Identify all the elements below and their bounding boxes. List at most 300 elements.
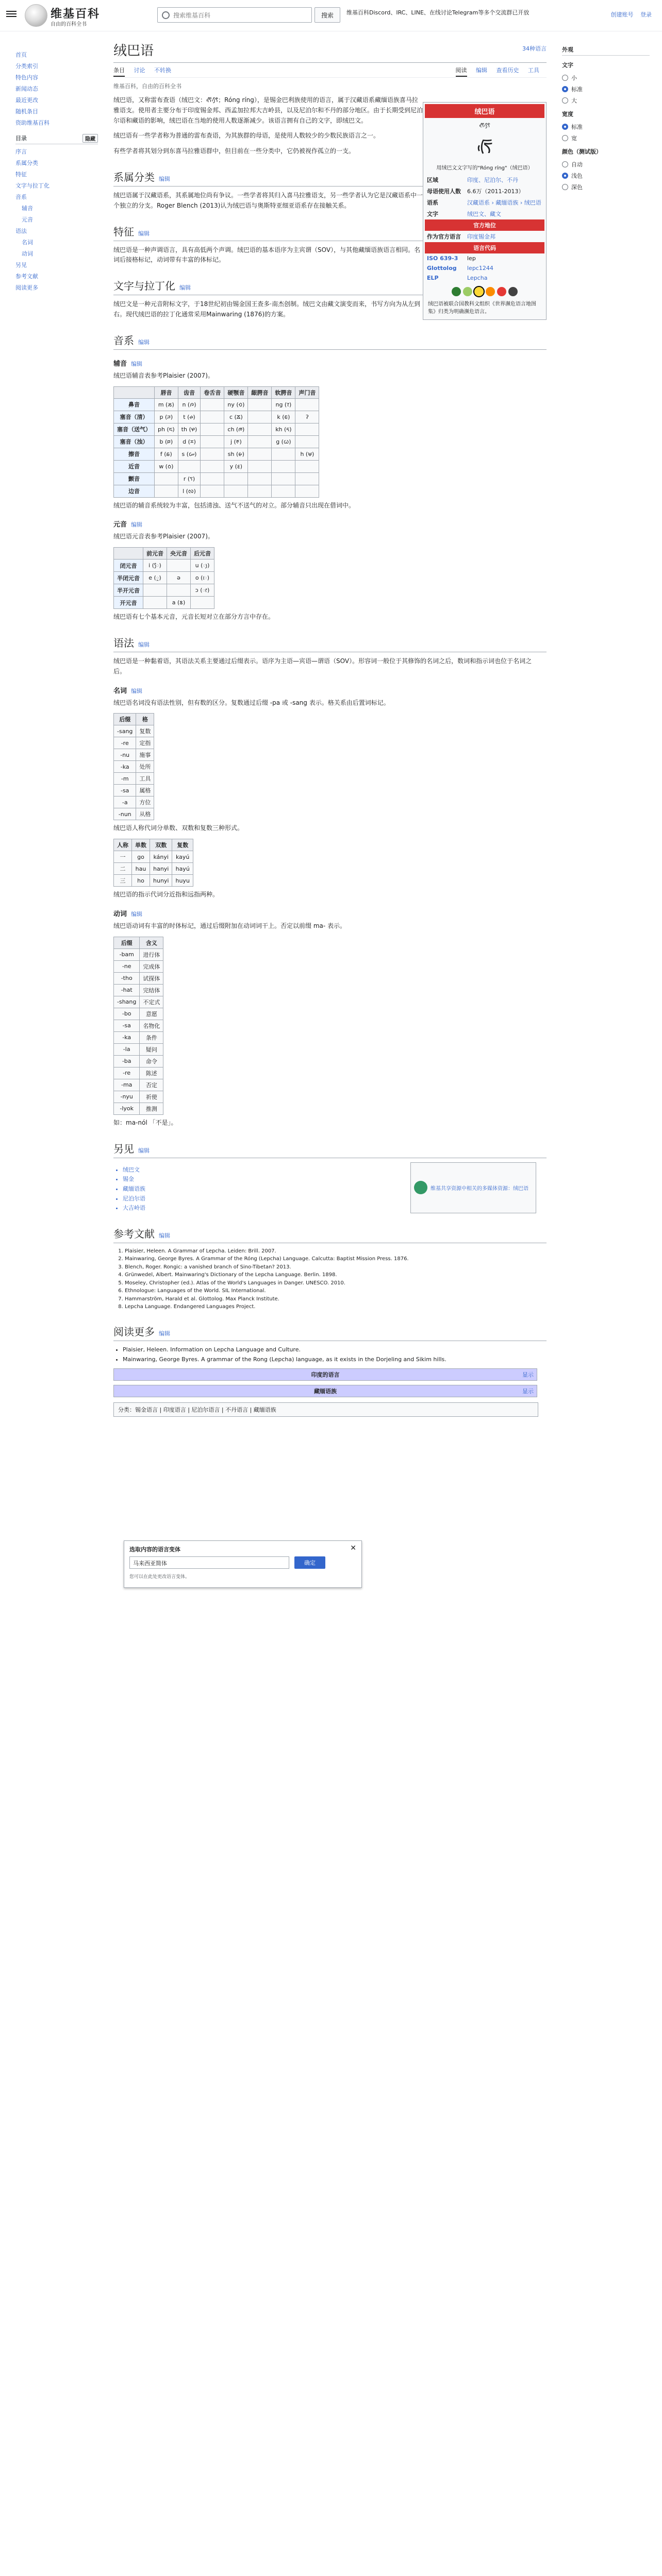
table-cell: -shang (114, 996, 140, 1008)
table-cell (248, 423, 272, 435)
text-size-standard[interactable]: 标准 (562, 85, 650, 93)
intro-paragraph: 绒巴语，又称雷布查语（绒巴文：ᰛᰩᰵᰛᰧᰵᰶ；Róng ríng），是锡金巴利族使用的语言，属于汉藏语系藏缅语族喜马拉雅语支。使用者主要分布于印度锡金邦、西孟加拉邦大吉岭县，以及尼泊尔和不丹的部分地区。由于长期受到尼泊尔语和藏语的影响，绒巴语在当地的使用人数逐渐减少。该语言拥有自己的文字，即绒巴文。 (113, 96, 423, 124)
toc-item[interactable]: 参考文献 (15, 273, 38, 280)
table-cell: 意愿 (140, 1008, 163, 1020)
table-cell: -a (114, 796, 136, 808)
infobox-title: 绒巴语 (425, 104, 544, 118)
section-classification: 系属分类 编辑 (113, 169, 423, 187)
toc-item[interactable]: 序言 (15, 148, 27, 155)
table-cell: -bo (114, 1008, 140, 1020)
table-cell (201, 472, 224, 485)
table-cell: 完成体 (140, 960, 163, 972)
table-cell (248, 460, 272, 472)
edit-link[interactable]: 编辑 (138, 641, 150, 648)
table-cell: 工具 (136, 773, 154, 785)
status-dot-critically-endangered (497, 287, 506, 296)
toc-item[interactable]: 音系 (15, 194, 27, 200)
toc-item[interactable]: 动词 (22, 250, 33, 257)
table-cell: -hat (114, 984, 140, 996)
toc-hide-button[interactable]: 隐藏 (82, 134, 98, 143)
table-cell (201, 435, 224, 448)
main-menu-button[interactable] (6, 9, 16, 20)
case-suffix-table (113, 713, 154, 820)
consonant-note: 绒巴语的辅音系统较为丰富，包括清浊、送气不送气的对立。部分辅音只出现在借词中。 (113, 501, 355, 509)
table-row (114, 1067, 163, 1079)
table-cell: -tho (114, 972, 140, 984)
column-header: 声门音 (295, 386, 319, 398)
script-sample-image[interactable]: ᰛᰩᰵ (476, 137, 493, 158)
table-cell (272, 485, 295, 497)
table-cell: ny (ᰆ) (224, 398, 248, 411)
reference-item: 2. Mainwaring, George Byres. A Grammar of the Róng (Lepcha) Language. Calcutta: Baptist Mission Press. 1876. (125, 1255, 537, 1263)
reference-item: 8. Lepcha Language. Endangered Languages Project. (125, 1303, 537, 1311)
color-light[interactable]: 浅色 (562, 172, 650, 180)
table-cell (272, 448, 295, 460)
table-cell: kh (ᰁ) (272, 423, 295, 435)
table-cell (143, 584, 167, 597)
further-reading-item: • Mainwaring, George Byres. A grammar of the Rong (Lepcha) language, as it exists in the Dorjeling and Sikim hills. (123, 1355, 547, 1365)
table-cell: -lyok (114, 1103, 140, 1114)
toc-item[interactable]: 名词 (22, 239, 33, 246)
table-cell: hunyi (150, 875, 172, 887)
table-row (114, 773, 154, 785)
table-cell (201, 448, 224, 460)
table-cell: d (ᰌ) (178, 435, 201, 448)
consonants-caption: 绒巴语辅音表参考Plaisier (2007)。 (113, 371, 214, 379)
status-dot-safe (452, 287, 461, 296)
section-see-also: 另见 编辑 (113, 1141, 547, 1158)
table-row (114, 1091, 163, 1103)
table-row (114, 761, 154, 773)
table-cell: -re (114, 1067, 140, 1079)
nav-category[interactable]: 分类索引 (15, 63, 38, 70)
table-cell: -m (114, 773, 136, 785)
toc-item[interactable]: 阅读更多 (15, 284, 38, 291)
commons-link[interactable]: 维基共享资源中相关的多媒体资源：绒巴语 (431, 1185, 528, 1192)
intro-paragraph-3: 有些学者将其划分到东喜马拉雅语群中，但目前在一些分类中，它仍被视作孤立的一支。 (113, 147, 355, 155)
table-cell: y (ᰚ) (224, 460, 248, 472)
nav-home[interactable]: 首页 (15, 52, 27, 58)
table-cell (201, 423, 224, 435)
text-size-large[interactable]: 大 (562, 96, 650, 105)
table-corner (114, 548, 143, 560)
column-header: 后缀 (114, 937, 140, 948)
verbs-text: 绒巴语动词有丰富的时体标记，通过后缀附加在动词词干上。否定以前缀 ma- 表示。 (113, 922, 346, 929)
table-cell: go (132, 851, 150, 863)
table-header-row (114, 839, 193, 851)
status-dot-vulnerable (463, 287, 472, 296)
section-phonology: 音系 编辑 (113, 332, 547, 350)
table-cell (248, 472, 272, 485)
language-button[interactable]: 34种语言 (522, 45, 547, 52)
section-references: 参考文献 编辑 (113, 1226, 547, 1243)
edit-link[interactable]: 编辑 (131, 910, 143, 918)
width-wide[interactable]: 宽 (562, 134, 650, 142)
table-cell: -sa (114, 1020, 140, 1031)
dialog-hint: 您可以在此处更改语言变体。 (129, 1574, 190, 1580)
reference-item: 7. Hammarström, Harald et al. Glottolog. Max Planck Institute. (125, 1295, 537, 1303)
edit-link[interactable]: 编辑 (131, 360, 143, 367)
column-header: 龈腭音 (248, 386, 272, 398)
table-cell (295, 398, 319, 411)
table-cell (248, 485, 272, 497)
table-cell (248, 411, 272, 423)
table-row (114, 597, 214, 609)
table-cell: ə (167, 572, 191, 584)
table-cell: huyu (172, 875, 193, 887)
endangerment-note: 绒巴语被联合国教科文组织《世界濒危语言地图集》归类为明确濒危语言。 (428, 301, 536, 315)
column-header: 复数 (172, 839, 193, 851)
table-cell: 定指 (136, 737, 154, 749)
edit-link[interactable]: 编辑 (179, 284, 191, 292)
row-header: 鼻音 (114, 398, 155, 411)
table-cell: kayú (172, 851, 193, 863)
toc-item[interactable]: 特征 (15, 171, 27, 178)
variant-dialog (124, 1540, 362, 1588)
table-cell (224, 485, 248, 497)
table-row (114, 423, 319, 435)
color-auto[interactable]: 自动 (562, 160, 650, 168)
table-cell (201, 411, 224, 423)
table-cell: 进行体 (140, 948, 163, 960)
left-sidebar (15, 47, 98, 295)
column-header: 后元音 (191, 548, 214, 560)
navbox-tibeto-burman: 藏缅语族 显示 (113, 1385, 537, 1397)
table-cell: -nyu (114, 1091, 140, 1103)
table-cell (167, 584, 191, 597)
column-header: 人称 (114, 839, 132, 851)
table-cell: 二 (114, 863, 132, 875)
row-header: 半闭元音 (114, 572, 143, 584)
edit-link[interactable]: 编辑 (159, 1330, 170, 1337)
table-cell: t (ᰊ) (178, 411, 201, 423)
table-cell: kányi (150, 851, 172, 863)
nouns-text: 绒巴语名词没有语法性别，但有数的区分。复数通过后缀 -pa 或 -sang 表示。格关系由后置词标记。 (113, 699, 390, 706)
toc-item[interactable]: 元音 (22, 216, 33, 223)
reference-item: 4. Grünwedel, Albert. Mainwaring's Dictionary of the Lepcha Language. Berlin. 1898. (125, 1271, 537, 1279)
color-dark[interactable]: 深色 (562, 183, 650, 191)
verb-note: 如：ma-nól 「不是」。 (113, 1118, 177, 1126)
table-row (114, 948, 163, 960)
table-cell (248, 398, 272, 411)
see-also-item[interactable]: • 藏缅语族 (123, 1184, 145, 1194)
table-cell: 命令 (140, 1055, 163, 1067)
wikipedia-globe-logo[interactable] (25, 4, 47, 27)
row-header: 塞音（清） (114, 411, 155, 423)
table-cell: 从格 (136, 808, 154, 820)
table-cell: hau (132, 863, 150, 875)
row-header: 塞音（送气） (114, 423, 155, 435)
top-bar (0, 0, 662, 31)
row-header: 开元音 (114, 597, 143, 609)
status-dot-severely-endangered (486, 287, 495, 296)
table-row (114, 984, 163, 996)
toc-title: 目录 隐藏 (15, 134, 98, 144)
column-header: 卷舌音 (201, 386, 224, 398)
table-cell: 名物化 (140, 1020, 163, 1031)
infobox-native-name: ᰛᰩᰵᰛᰧᰵᰶ (479, 122, 490, 129)
toc-item[interactable]: 文字与拉丁化 (15, 182, 49, 189)
table-cell (295, 485, 319, 497)
toc-item[interactable]: 另见 (15, 262, 27, 268)
table-cell: 完结体 (140, 984, 163, 996)
reference-item: 5. Moseley, Christopher (ed.). Atlas of the World's Languages in Danger. UNESCO. 2010. (125, 1279, 537, 1287)
further-reading-list (123, 1345, 547, 1364)
table-cell (295, 423, 319, 435)
tab-edit[interactable]: 编辑 (476, 67, 487, 74)
toc-item[interactable]: 辅音 (22, 205, 33, 212)
nav-donate[interactable]: 资助维基百科 (15, 120, 49, 126)
row-header: 近音 (114, 460, 155, 472)
table-header-row (114, 386, 319, 398)
table-cell: -re (114, 737, 136, 749)
table-cell: 三 (114, 875, 132, 887)
reference-list (125, 1247, 537, 1311)
table-cell (155, 472, 178, 485)
status-dot-definitely-endangered (474, 287, 484, 296)
table-cell (201, 485, 224, 497)
tab-history[interactable]: 查看历史 (496, 67, 519, 74)
table-cell (167, 560, 191, 572)
tagline: 维基百科，自由的百科全书 (113, 83, 181, 90)
table-cell (295, 460, 319, 472)
table-cell: c (ᰇ) (224, 411, 248, 423)
table-cell: k (ᰀ) (272, 411, 295, 423)
row-header: 半开元音 (114, 584, 143, 597)
table-row (114, 851, 193, 863)
column-header: 唇音 (155, 386, 178, 398)
table-cell: -sang (114, 725, 136, 737)
table-cell (248, 448, 272, 460)
table-cell: r (ᰛ) (178, 472, 201, 485)
pronoun-table (113, 839, 193, 887)
edit-link[interactable]: 编辑 (138, 338, 150, 346)
table-cell: j (ᰉ) (224, 435, 248, 448)
table-cell (295, 435, 319, 448)
dialog-ok-button[interactable]: 确定 (294, 1556, 325, 1569)
user-links (606, 10, 652, 19)
subsection-verbs: 动词 编辑 (113, 910, 143, 918)
table-cell (201, 460, 224, 472)
further-reading-item: • Plaisier, Heleen. Information on Lepcha Language and Culture. (123, 1345, 547, 1355)
table-row (114, 808, 154, 820)
table-cell: ho (132, 875, 150, 887)
table-cell: 试探体 (140, 972, 163, 984)
reference-item: 3. Blench, Roger. Rongic: a vanished branch of Sino-Tibetan? 2013. (125, 1263, 537, 1272)
row-header: 闭元音 (114, 560, 143, 572)
row-header: 颤音 (114, 472, 155, 485)
pronoun-note-2: 绒巴语的指示代词分近指和远指两种。 (113, 891, 219, 899)
column-header: 单数 (132, 839, 150, 851)
table-cell: ʔ (295, 411, 319, 423)
intro-paragraph-2: 绒巴语有一些学者称为普通的雷布查语，为其族群的母语，是使用人数较少的少数民族语言之一。 (113, 132, 380, 140)
tab-variant[interactable]: 不转换 (154, 67, 171, 74)
nav-recent[interactable]: 最近更改 (15, 97, 38, 104)
table-row (114, 749, 154, 761)
table-row (114, 972, 163, 984)
commons-logo-icon (414, 1181, 427, 1194)
color-header: 颜色（测试版） (562, 148, 602, 155)
table-row (114, 737, 154, 749)
consonant-table (113, 386, 319, 498)
navbox-toggle[interactable]: 显示 (522, 1388, 534, 1395)
search-button[interactable]: 搜索 (315, 7, 340, 23)
site-banner[interactable]: 维基百科Discord、IRC、LINE、在线讨论Telegram等多个交流群已开放 (346, 9, 529, 16)
table-cell: i (ᰧ) (143, 560, 167, 572)
table-cell: b (ᰐ) (155, 435, 178, 448)
table-row (114, 725, 154, 737)
pronoun-note: 绒巴语人称代词分单数、双数和复数三种形式。 (113, 824, 244, 832)
column-header: 双数 (150, 839, 172, 851)
classification-text: 绒巴语属于汉藏语系，其系属地位尚有争议。一些学者将其归入喜马拉雅语支，另一些学者认为它是汉藏语系中一个独立的分支。Roger Blench (2013)认为绒巴语与奥斯特亚细亚语系存在接触关系。 (113, 191, 423, 209)
column-header: 软腭音 (272, 386, 295, 398)
search-input[interactable] (172, 10, 277, 21)
table-cell: l (ᰜ) (178, 485, 201, 497)
page-tabs (113, 66, 547, 78)
table-cell (272, 472, 295, 485)
table-cell: 方位 (136, 796, 154, 808)
table-row (114, 1079, 163, 1091)
logo-title[interactable]: 维基百科 (51, 7, 101, 21)
navbox-toggle[interactable]: 显示 (522, 1371, 534, 1379)
variant-select[interactable]: 马来西亚简体 (129, 1556, 289, 1569)
table-cell: -bam (114, 948, 140, 960)
table-row (114, 460, 319, 472)
verb-suffix-table (113, 937, 163, 1115)
table-cell: 复数 (136, 725, 154, 737)
table-cell: 条件 (140, 1031, 163, 1043)
table-cell (272, 460, 295, 472)
table-cell: -nu (114, 749, 136, 761)
grammar-text: 绒巴语是一种黏着语，其语法关系主要通过后缀表示。语序为主语—宾语—谓语（SOV）。形容词一般位于其修饰的名词之后，数词和指示词也位于名词之后。 (113, 657, 532, 675)
navbox-languages-of-india: 印度的语言 显示 (113, 1368, 537, 1381)
subsection-vowels: 元音 编辑 (113, 521, 143, 529)
table-cell (248, 435, 272, 448)
reference-item: 1. Plaisier, Heleen. A Grammar of Lepcha. Leiden: Brill. 2007. (125, 1247, 537, 1256)
edit-link[interactable]: 编辑 (138, 230, 150, 237)
tab-article[interactable]: 条目 (113, 67, 125, 77)
table-cell: th (ᰋ) (178, 423, 201, 435)
table-cell: -ma (114, 1079, 140, 1091)
subsection-consonants: 辅音 编辑 (113, 360, 143, 368)
category-box[interactable]: 分类：锡金语言 | 印度语言 | 尼泊尔语言 | 不丹语言 | 藏缅语族 (113, 1402, 538, 1417)
table-row (114, 560, 214, 572)
login-link[interactable]: 登录 (640, 11, 652, 18)
table-cell (155, 485, 178, 497)
table-row (114, 448, 319, 460)
nav-news[interactable]: 新闻动态 (15, 86, 38, 92)
table-cell: f (ᰑ) (155, 448, 178, 460)
row-header: 擦音 (114, 448, 155, 460)
width-standard[interactable]: 标准 (562, 123, 650, 131)
table-cell (295, 472, 319, 485)
table-row (114, 863, 193, 875)
see-also-list (123, 1165, 145, 1213)
see-also-item[interactable]: • 绒巴文 (123, 1165, 145, 1175)
table-row (114, 485, 319, 497)
table-cell: ch (ᰈ) (224, 423, 248, 435)
edit-link[interactable]: 编辑 (131, 521, 143, 529)
edit-link[interactable]: 编辑 (159, 1232, 170, 1239)
table-cell: -ba (114, 1055, 140, 1067)
tab-read[interactable]: 阅读 (456, 67, 467, 77)
toc-item[interactable]: 语法 (15, 228, 27, 234)
table-header-row (114, 714, 154, 725)
column-header: 央元音 (167, 548, 191, 560)
table-cell: a (ᰣ) (167, 597, 191, 609)
table-cell: -sa (114, 785, 136, 796)
infobox-table: 区域 印度、尼泊尔、不丹 母语使用人数 6.6万（2011-2013） 语系 汉藏语系 › 藏缅语族 › 绒巴语 文字 绒巴文、藏文 (427, 177, 541, 217)
table-row (114, 411, 319, 423)
search-icon (162, 11, 170, 19)
table-cell: o (ᰨ) (191, 572, 214, 584)
table-row (114, 960, 163, 972)
table-cell (201, 398, 224, 411)
main-content (113, 40, 547, 1417)
section-grammar: 语法 编辑 (113, 635, 547, 652)
table-cell: -ne (114, 960, 140, 972)
table-cell: hayú (172, 863, 193, 875)
table-row (114, 472, 319, 485)
table-row (114, 875, 193, 887)
see-also-item[interactable]: • 大吉岭语 (123, 1204, 145, 1213)
table-cell: 属格 (136, 785, 154, 796)
text-size-header: 文字 (562, 62, 573, 69)
table-cell: p (ᰎ) (155, 411, 178, 423)
table-row (114, 796, 154, 808)
vowel-note: 绒巴语有七个基本元音，元音长短对立在部分方言中存在。 (113, 613, 275, 621)
writing-text: 绒巴文是一种元音附标文字，于18世纪初由锡金国王查多·南杰创制。绒巴文由藏文演变而来，书写方向为从左到右。现代绒巴语的拉丁化通常采用Mainwaring (1876)的方案。 (113, 300, 421, 318)
width-header: 宽度 (562, 111, 573, 117)
edit-link[interactable]: 编辑 (159, 175, 170, 182)
column-header: 齿音 (178, 386, 201, 398)
table-row (114, 1020, 163, 1031)
table-row (114, 785, 154, 796)
close-icon[interactable]: ✕ (350, 1544, 356, 1552)
tab-tools[interactable]: 工具 (528, 67, 539, 74)
table-cell: -la (114, 1043, 140, 1055)
see-also-item[interactable]: • 尼泊尔语 (123, 1194, 145, 1204)
search-box[interactable] (157, 7, 312, 23)
column-header: 含义 (140, 937, 163, 948)
table-cell: 施事 (136, 749, 154, 761)
table-row (114, 1043, 163, 1055)
table-cell: 祈使 (140, 1091, 163, 1103)
column-header: 后缀 (114, 714, 136, 725)
table-row (114, 1008, 163, 1020)
table-corner (114, 386, 155, 398)
create-account-link[interactable]: 创建账号 (610, 11, 634, 18)
nav-random[interactable]: 随机条目 (15, 108, 38, 115)
table-cell (178, 460, 201, 472)
edit-link[interactable]: 编辑 (138, 1147, 150, 1154)
toc-item[interactable]: 系属分类 (15, 160, 38, 166)
table-row (114, 584, 214, 597)
subsection-nouns: 名词 编辑 (113, 687, 143, 695)
edit-link[interactable]: 编辑 (131, 687, 143, 694)
text-size-small[interactable]: 小 (562, 74, 650, 82)
nav-featured[interactable]: 特色内容 (15, 74, 38, 81)
column-header: 前元音 (143, 548, 167, 560)
features-text: 绒巴语是一种声调语言，具有高低两个声调。绒巴语的基本语序为主宾谓（SOV），与其他藏缅语族语言相同。名词后接格标记，动词带有丰富的体标记。 (113, 246, 421, 264)
table-header-row (114, 548, 214, 560)
table-cell: n (ᰍ) (178, 398, 201, 411)
table-cell: 不定式 (140, 996, 163, 1008)
tab-talk[interactable]: 讨论 (134, 67, 145, 74)
see-also-item[interactable]: • 锡金 (123, 1175, 145, 1184)
reference-item: 6. Ethnologue: Languages of the World. SIL International. (125, 1287, 537, 1295)
table-cell: 处所 (136, 761, 154, 773)
